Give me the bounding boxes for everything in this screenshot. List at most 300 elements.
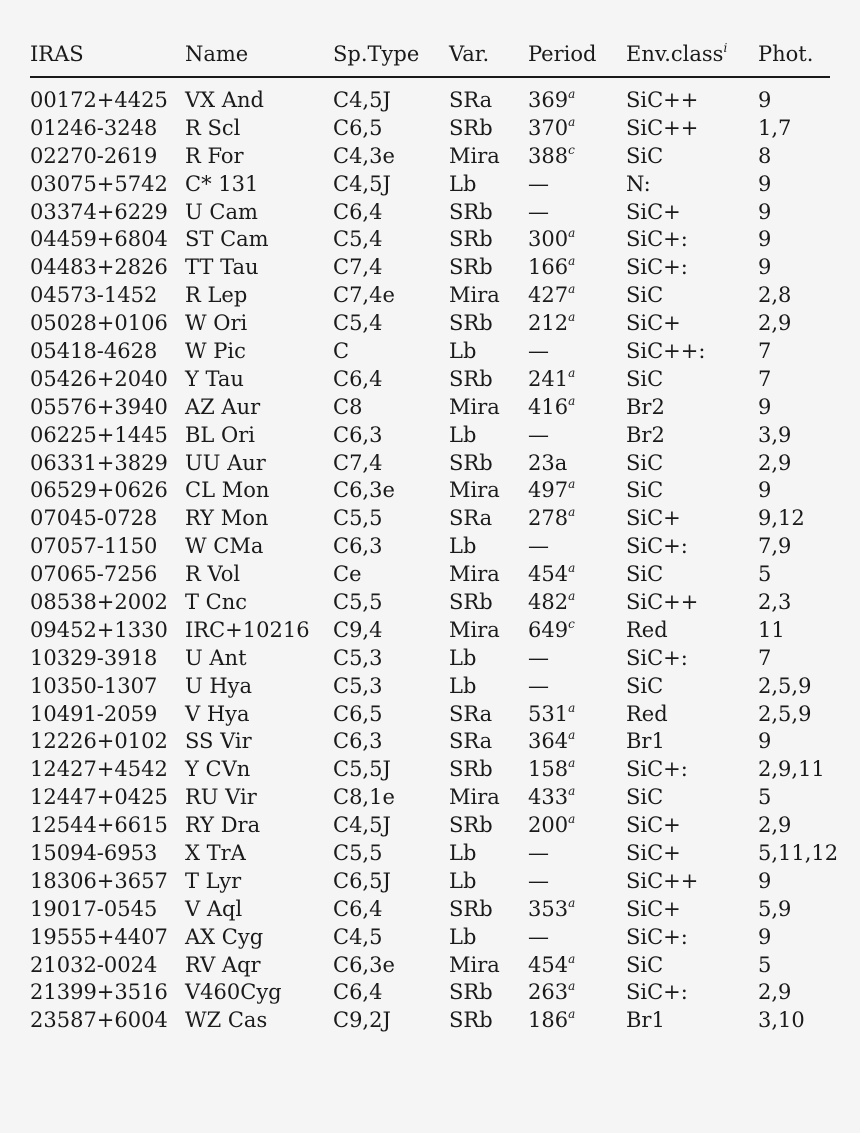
- cell-period: [528, 727, 626, 755]
- period-value: 278: [528, 506, 569, 531]
- cell-iras: 10491-2059: [30, 701, 158, 726]
- cell-iras: 12427+4542: [30, 757, 168, 782]
- cell-sp-type: C7,4: [333, 450, 383, 475]
- period-footnote: a: [568, 365, 576, 380]
- cell-sp-type: C7,4e: [333, 283, 395, 308]
- cell-env-class: Red: [626, 617, 668, 642]
- table-row: [30, 560, 830, 588]
- cell-name: R Lep: [185, 283, 248, 308]
- table-row: [30, 476, 830, 504]
- cell-period: [528, 77, 626, 114]
- cell-iras: 03374+6229: [30, 199, 168, 224]
- cell-period: [528, 449, 626, 477]
- period-footnote: c: [568, 142, 575, 157]
- period-value: —: [528, 534, 549, 559]
- cell-env-class: SiC+:: [626, 757, 688, 782]
- cell-phot: 2,9: [758, 311, 792, 336]
- header-name: Name: [185, 42, 249, 66]
- cell-var: SRb: [449, 980, 493, 1005]
- cell-sp-type: C5,5: [333, 840, 383, 865]
- cell-phot: 2,5,9: [758, 673, 812, 698]
- table-row: [30, 253, 830, 281]
- cell-name: Y CVn: [185, 757, 251, 782]
- period-value: 497: [528, 478, 569, 503]
- cell-iras: 08538+2002: [30, 589, 168, 614]
- cell-name: T Lyr: [185, 868, 242, 893]
- cell-iras: 09452+1330: [30, 617, 168, 642]
- table-row: [30, 421, 830, 449]
- cell-phot: 9: [758, 394, 772, 419]
- cell-env-class: SiC: [626, 283, 664, 308]
- cell-iras: 04573-1452: [30, 283, 158, 308]
- cell-iras: 03075+5742: [30, 171, 168, 196]
- cell-var: SRb: [449, 813, 493, 838]
- table-row: [30, 979, 830, 1007]
- cell-var: Mira: [449, 143, 500, 168]
- header-iras: IRAS: [30, 42, 84, 66]
- cell-phot: 9: [758, 729, 772, 754]
- cell-iras: 23587+6004: [30, 1008, 168, 1033]
- period-value: —: [528, 199, 549, 224]
- cell-iras: 06331+3829: [30, 450, 168, 475]
- cell-name: AZ Aur: [185, 394, 261, 419]
- cell-iras: 21399+3516: [30, 980, 168, 1005]
- cell-period: [528, 170, 626, 198]
- cell-env-class: SiC: [626, 478, 664, 503]
- period-value: 649: [528, 617, 569, 642]
- cell-env-class: SiC+: [626, 311, 681, 336]
- cell-env-class: SiC+:: [626, 645, 688, 670]
- cell-env-class: SiC+:: [626, 980, 688, 1005]
- header-row: [30, 38, 830, 77]
- cell-period: [528, 365, 626, 393]
- cell-name: C* 131: [185, 171, 259, 196]
- cell-sp-type: C4,5J: [333, 813, 391, 838]
- cell-period: [528, 895, 626, 923]
- period-value: 263: [528, 980, 569, 1005]
- header-sp-type: Sp.Type: [333, 42, 420, 66]
- cell-phot: 9: [758, 255, 772, 280]
- table-row: [30, 449, 830, 477]
- cell-sp-type: C6,4: [333, 980, 383, 1005]
- cell-iras: 06529+0626: [30, 478, 168, 503]
- cell-phot: 2,9,11: [758, 757, 825, 782]
- period-footnote: a: [568, 226, 576, 241]
- cell-phot: 2,9: [758, 450, 792, 475]
- cell-name: Y Tau: [185, 366, 244, 391]
- period-footnote: a: [568, 895, 576, 910]
- cell-var: SRa: [449, 701, 493, 726]
- cell-iras: 04483+2826: [30, 255, 168, 280]
- cell-var: SRb: [449, 311, 493, 336]
- data-table-container: [30, 38, 839, 1034]
- cell-sp-type: C6,3e: [333, 478, 395, 503]
- cell-phot: 9: [758, 199, 772, 224]
- cell-period: [528, 476, 626, 504]
- cell-var: Lb: [449, 338, 477, 363]
- table-row: [30, 923, 830, 951]
- cell-phot: 2,9: [758, 813, 792, 838]
- cell-period: [528, 783, 626, 811]
- cell-env-class: SiC+:: [626, 227, 688, 252]
- cell-phot: 9: [758, 87, 772, 112]
- table-row: [30, 1006, 830, 1034]
- cell-name: R For: [185, 143, 244, 168]
- cell-var: Mira: [449, 394, 500, 419]
- cell-name: U Ant: [185, 645, 247, 670]
- cell-phot: 5: [758, 785, 772, 810]
- cell-sp-type: C6,4: [333, 366, 383, 391]
- cell-sp-type: C: [333, 338, 350, 363]
- cell-var: Lb: [449, 924, 477, 949]
- cell-name: T Cnc: [185, 589, 248, 614]
- cell-name: VX And: [185, 87, 264, 112]
- cell-env-class: SiC++: [626, 868, 699, 893]
- cell-iras: 07065-7256: [30, 562, 158, 587]
- period-value: 531: [528, 701, 569, 726]
- period-footnote: a: [568, 812, 576, 827]
- cell-period: [528, 253, 626, 281]
- cell-period: [528, 142, 626, 170]
- cell-period: [528, 114, 626, 142]
- cell-env-class: Br1: [626, 1008, 665, 1033]
- cell-var: Lb: [449, 840, 477, 865]
- cell-iras: 07045-0728: [30, 506, 158, 531]
- table-row: [30, 142, 830, 170]
- table-row: [30, 783, 830, 811]
- cell-iras: 02270-2619: [30, 143, 158, 168]
- cell-var: SRb: [449, 896, 493, 921]
- cell-env-class: Br2: [626, 422, 665, 447]
- cell-name: R Vol: [185, 562, 241, 587]
- cell-phot: 7,9: [758, 534, 792, 559]
- period-value: 433: [528, 785, 569, 810]
- cell-sp-type: C5,5J: [333, 757, 391, 782]
- header-phot: Phot.: [758, 42, 814, 66]
- cell-period: [528, 281, 626, 309]
- carbon-stars-table: [30, 38, 839, 1034]
- period-value: 158: [528, 757, 569, 782]
- cell-env-class: SiC++: [626, 115, 699, 140]
- cell-env-class: SiC+:: [626, 924, 688, 949]
- cell-period: [528, 560, 626, 588]
- cell-period: [528, 393, 626, 421]
- cell-var: Mira: [449, 785, 500, 810]
- cell-sp-type: C9,2J: [333, 1008, 391, 1033]
- cell-iras: 12447+0425: [30, 785, 168, 810]
- cell-name: WZ Cas: [185, 1008, 268, 1033]
- cell-name: TT Tau: [185, 255, 259, 280]
- cell-phot: 7: [758, 338, 772, 363]
- cell-name: ST Cam: [185, 227, 269, 252]
- cell-var: SRb: [449, 366, 493, 391]
- table-row: [30, 504, 830, 532]
- cell-name: CL Mon: [185, 478, 270, 503]
- table-row: [30, 727, 830, 755]
- cell-name: V Hya: [185, 701, 250, 726]
- cell-name: W CMa: [185, 534, 264, 559]
- cell-env-class: SiC: [626, 562, 664, 587]
- cell-phot: 5,9: [758, 896, 792, 921]
- table-row: [30, 755, 830, 783]
- cell-iras: 07057-1150: [30, 534, 158, 559]
- table-row: [30, 532, 830, 560]
- cell-env-class: SiC++: [626, 589, 699, 614]
- cell-name: RY Mon: [185, 506, 269, 531]
- cell-period: [528, 1006, 626, 1034]
- cell-sp-type: C4,3e: [333, 143, 395, 168]
- cell-var: Mira: [449, 478, 500, 503]
- table-row: [30, 170, 830, 198]
- cell-var: Mira: [449, 283, 500, 308]
- period-value: 416: [528, 394, 569, 419]
- cell-iras: 05418-4628: [30, 338, 158, 363]
- cell-name: IRC+10216: [185, 617, 310, 642]
- period-footnote: a: [568, 756, 576, 771]
- cell-name: W Pic: [185, 338, 246, 363]
- cell-env-class: SiC: [626, 785, 664, 810]
- period-value: 23a: [528, 450, 568, 475]
- table-row: [30, 867, 830, 895]
- table-row: [30, 895, 830, 923]
- cell-iras: 15094-6953: [30, 840, 158, 865]
- period-footnote: a: [568, 282, 576, 297]
- header-period: Period: [528, 42, 597, 66]
- table-row: [30, 644, 830, 672]
- cell-sp-type: C4,5: [333, 924, 383, 949]
- cell-env-class: N:: [626, 171, 651, 196]
- cell-phot: 9: [758, 227, 772, 252]
- cell-iras: 05028+0106: [30, 311, 168, 336]
- period-value: 369: [528, 87, 569, 112]
- cell-var: SRb: [449, 450, 493, 475]
- cell-period: [528, 337, 626, 365]
- period-value: —: [528, 924, 549, 949]
- cell-env-class: SiC: [626, 366, 664, 391]
- cell-env-class: Br1: [626, 729, 665, 754]
- table-row: [30, 700, 830, 728]
- table-row: [30, 588, 830, 616]
- period-value: —: [528, 171, 549, 196]
- period-value: —: [528, 840, 549, 865]
- table-row: [30, 337, 830, 365]
- cell-sp-type: C6,5J: [333, 868, 391, 893]
- period-value: —: [528, 422, 549, 447]
- cell-sp-type: C6,3e: [333, 952, 395, 977]
- cell-env-class: SiC+:: [626, 534, 688, 559]
- table-row: [30, 225, 830, 253]
- period-value: 388: [528, 143, 569, 168]
- period-footnote: c: [568, 616, 575, 631]
- cell-period: [528, 644, 626, 672]
- cell-period: [528, 811, 626, 839]
- period-value: 186: [528, 1008, 569, 1033]
- period-footnote: a: [568, 561, 576, 576]
- cell-name: R Scl: [185, 115, 241, 140]
- cell-period: [528, 588, 626, 616]
- cell-name: AX Cyg: [185, 924, 264, 949]
- table-row: [30, 672, 830, 700]
- cell-sp-type: Ce: [333, 562, 362, 587]
- cell-phot: 9: [758, 868, 772, 893]
- cell-period: [528, 225, 626, 253]
- cell-env-class: SiC: [626, 952, 664, 977]
- cell-var: Mira: [449, 562, 500, 587]
- cell-iras: 00172+4425: [30, 87, 168, 112]
- cell-phot: 9: [758, 478, 772, 503]
- cell-phot: 2,9: [758, 980, 792, 1005]
- table-row: [30, 811, 830, 839]
- table-row: [30, 365, 830, 393]
- period-footnote: a: [568, 700, 576, 715]
- cell-period: [528, 309, 626, 337]
- cell-sp-type: C5,4: [333, 311, 383, 336]
- cell-sp-type: C5,4: [333, 227, 383, 252]
- period-value: —: [528, 673, 549, 698]
- cell-sp-type: C7,4: [333, 255, 383, 280]
- cell-name: U Cam: [185, 199, 258, 224]
- cell-iras: 04459+6804: [30, 227, 168, 252]
- cell-period: [528, 755, 626, 783]
- cell-var: SRa: [449, 729, 493, 754]
- period-value: 212: [528, 311, 569, 336]
- period-footnote: a: [568, 951, 576, 966]
- cell-env-class: SiC+:: [626, 255, 688, 280]
- period-value: 482: [528, 589, 569, 614]
- cell-phot: 9,12: [758, 506, 805, 531]
- cell-phot: 3,9: [758, 422, 792, 447]
- cell-sp-type: C4,5J: [333, 171, 391, 196]
- period-value: 364: [528, 729, 569, 754]
- cell-period: [528, 951, 626, 979]
- table-row: [30, 393, 830, 421]
- cell-iras: 19017-0545: [30, 896, 158, 921]
- period-footnote: a: [568, 728, 576, 743]
- cell-iras: 12544+6615: [30, 813, 168, 838]
- table-row: [30, 951, 830, 979]
- period-value: 454: [528, 562, 569, 587]
- cell-iras: 01246-3248: [30, 115, 158, 140]
- cell-iras: 18306+3657: [30, 868, 168, 893]
- period-value: —: [528, 645, 549, 670]
- cell-phot: 9: [758, 171, 772, 196]
- cell-name: U Hya: [185, 673, 253, 698]
- cell-period: [528, 672, 626, 700]
- cell-period: [528, 504, 626, 532]
- cell-iras: 10329-3918: [30, 645, 158, 670]
- cell-sp-type: C5,5: [333, 589, 383, 614]
- table-row: [30, 114, 830, 142]
- cell-env-class: SiC+: [626, 813, 681, 838]
- cell-iras: 12226+0102: [30, 729, 168, 754]
- cell-sp-type: C6,3: [333, 729, 383, 754]
- cell-name: X TrA: [185, 840, 246, 865]
- cell-env-class: SiC+: [626, 506, 681, 531]
- period-value: —: [528, 868, 549, 893]
- cell-period: [528, 979, 626, 1007]
- period-value: 241: [528, 366, 569, 391]
- cell-var: SRb: [449, 757, 493, 782]
- header-env-class-footnote: i: [723, 41, 728, 55]
- cell-sp-type: C5,3: [333, 645, 383, 670]
- cell-sp-type: C6,4: [333, 896, 383, 921]
- cell-var: SRb: [449, 199, 493, 224]
- period-footnote: a: [568, 477, 576, 492]
- cell-name: BL Ori: [185, 422, 256, 447]
- period-footnote: a: [568, 310, 576, 325]
- cell-phot: 2,5,9: [758, 701, 812, 726]
- cell-period: [528, 923, 626, 951]
- period-value: 370: [528, 115, 569, 140]
- header-env-class: [626, 38, 758, 77]
- cell-name: RU Vir: [185, 785, 257, 810]
- cell-var: SRb: [449, 115, 493, 140]
- cell-var: Lb: [449, 645, 477, 670]
- table-row: [30, 616, 830, 644]
- table-row: [30, 281, 830, 309]
- cell-var: Lb: [449, 534, 477, 559]
- cell-sp-type: C8,1e: [333, 785, 395, 810]
- cell-sp-type: C6,5: [333, 115, 383, 140]
- cell-iras: 05426+2040: [30, 366, 168, 391]
- cell-var: Lb: [449, 868, 477, 893]
- cell-phot: 7: [758, 645, 772, 670]
- period-value: 166: [528, 255, 569, 280]
- period-footnote: a: [568, 784, 576, 799]
- period-footnote: a: [568, 86, 576, 101]
- cell-period: [528, 867, 626, 895]
- cell-var: Mira: [449, 952, 500, 977]
- table-body: [30, 77, 839, 1034]
- cell-iras: 19555+4407: [30, 924, 168, 949]
- cell-sp-type: C5,5: [333, 506, 383, 531]
- cell-env-class: Br2: [626, 394, 665, 419]
- cell-env-class: SiC+: [626, 896, 681, 921]
- cell-sp-type: C4,5J: [333, 87, 391, 112]
- cell-phot: 5: [758, 562, 772, 587]
- cell-sp-type: C6,5: [333, 701, 383, 726]
- period-footnote: a: [568, 254, 576, 269]
- cell-name: UU Aur: [185, 450, 266, 475]
- cell-var: Mira: [449, 617, 500, 642]
- cell-phot: 9: [758, 924, 772, 949]
- period-value: 300: [528, 227, 569, 252]
- header-var: Var.: [449, 42, 490, 66]
- table-row: [30, 198, 830, 226]
- cell-var: Lb: [449, 673, 477, 698]
- cell-env-class: SiC: [626, 673, 664, 698]
- period-footnote: a: [568, 979, 576, 994]
- cell-var: SRb: [449, 1008, 493, 1033]
- cell-var: Lb: [449, 171, 477, 196]
- period-footnote: a: [568, 114, 576, 129]
- cell-sp-type: C8: [333, 394, 363, 419]
- table-row: [30, 309, 830, 337]
- cell-period: [528, 421, 626, 449]
- cell-name: SS Vir: [185, 729, 252, 754]
- cell-period: [528, 839, 626, 867]
- cell-sp-type: C6,3: [333, 534, 383, 559]
- cell-env-class: Red: [626, 701, 668, 726]
- period-value: 454: [528, 952, 569, 977]
- cell-sp-type: C5,3: [333, 673, 383, 698]
- cell-phot: 1,7: [758, 115, 792, 140]
- cell-name: V Aql: [185, 896, 243, 921]
- cell-period: [528, 616, 626, 644]
- cell-var: Lb: [449, 422, 477, 447]
- period-value: 353: [528, 896, 569, 921]
- cell-env-class: SiC++: [626, 87, 699, 112]
